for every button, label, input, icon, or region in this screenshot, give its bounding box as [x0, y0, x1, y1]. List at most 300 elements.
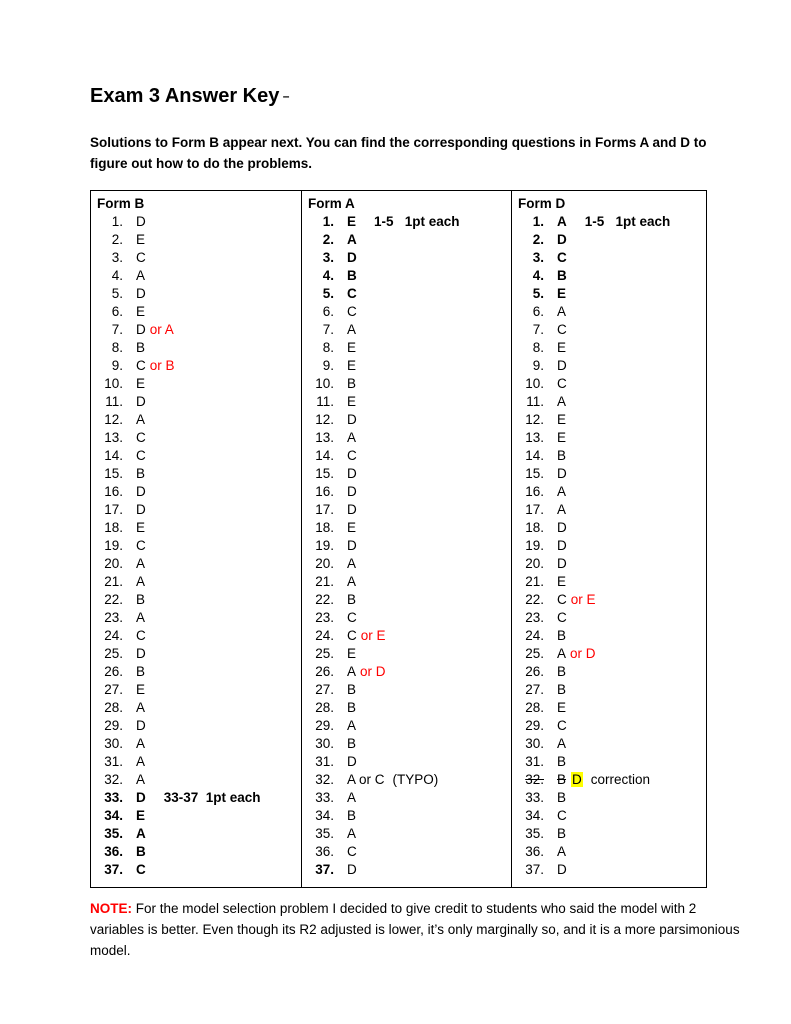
answer-letter: C [557, 808, 567, 823]
answer-row [97, 753, 295, 771]
answer-number: 34. [315, 808, 334, 823]
answer-row [97, 645, 295, 663]
answer-number: 23. [104, 610, 123, 625]
answer-row [308, 681, 505, 699]
answer-number: 17. [104, 502, 123, 517]
answer-letter: C [347, 304, 357, 319]
answer-row [308, 735, 505, 753]
answer-row [518, 843, 700, 861]
answer-number: 25. [525, 646, 544, 661]
answer-row [308, 789, 505, 807]
answer-number: 7. [322, 322, 334, 337]
answer-number: 34. [104, 808, 123, 823]
answer-letter: B [557, 790, 567, 805]
answer-letter: D [557, 862, 567, 877]
answer-letter: E [347, 520, 357, 535]
column-form-b [91, 191, 301, 887]
answer-letter: B [347, 736, 357, 751]
answer-number: 6. [322, 304, 334, 319]
answer-row [97, 321, 295, 339]
answer-row [518, 609, 700, 627]
answer-letter: E [347, 214, 357, 229]
answer-number: 26. [104, 664, 123, 679]
answer-row [308, 357, 505, 375]
answer-row [308, 393, 505, 411]
answer-number: 34. [525, 808, 544, 823]
answer-letter: A [347, 556, 357, 571]
answer-letter: C [136, 358, 146, 373]
answer-letter: E [557, 574, 567, 589]
answer-letter: A [136, 556, 146, 571]
answer-number: 35. [525, 826, 544, 841]
answer-number: 16. [104, 484, 123, 499]
answer-row [97, 249, 295, 267]
answer-number: 3. [532, 250, 544, 265]
answer-number: 27. [104, 682, 123, 697]
answer-row [518, 573, 700, 591]
answer-letter: D [136, 214, 146, 229]
answer-row [308, 465, 505, 483]
answer-letter: B [347, 700, 357, 715]
answer-letter: E [136, 682, 146, 697]
answer-row [518, 789, 700, 807]
answer-number: 8. [532, 340, 544, 355]
answer-number: 21. [104, 574, 123, 589]
answer-row [97, 447, 295, 465]
answer-number: 1. [322, 214, 334, 229]
answer-row [518, 321, 700, 339]
answer-number: 20. [525, 556, 544, 571]
answer-letter: B [136, 340, 146, 355]
answer-row [97, 861, 295, 879]
answer-row [518, 645, 700, 663]
answer-row [308, 861, 505, 879]
answer-number: 27. [525, 682, 544, 697]
answer-row [518, 519, 700, 537]
answer-letter: B [557, 664, 567, 679]
answer-number: 6. [111, 304, 123, 319]
answer-letter: C [347, 448, 357, 463]
answer-number: 7. [111, 322, 123, 337]
answer-letter: A [347, 826, 357, 841]
answer-number: 16. [525, 484, 544, 499]
answer-letter: E [347, 358, 357, 373]
answer-row [518, 393, 700, 411]
answer-row [308, 699, 505, 717]
answer-row [308, 627, 505, 645]
answer-row [518, 411, 700, 429]
answer-number: 5. [111, 286, 123, 301]
answer-row [308, 321, 505, 339]
answer-number: 26. [525, 664, 544, 679]
answer-number: 32. [525, 772, 544, 787]
intro-paragraph: Solutions to Form B appear next. You can find the corresponding questions in Forms A and D to figure out how to do the problems. [90, 135, 707, 171]
answer-number: 20. [315, 556, 334, 571]
answer-number: 30. [104, 736, 123, 751]
answer-letter: A [136, 574, 146, 589]
answer-number: 10. [104, 376, 123, 391]
answer-letter: D [136, 718, 146, 733]
answer-number: 11. [526, 394, 544, 409]
answer-number: 30. [525, 736, 544, 751]
answer-row [308, 591, 505, 609]
answer-row [308, 609, 505, 627]
answer-letter: D [347, 538, 357, 553]
answer-number: 20. [104, 556, 123, 571]
answer-letter: B [557, 682, 567, 697]
answer-row [518, 753, 700, 771]
answer-number: 25. [315, 646, 334, 661]
answer-number: 17. [525, 502, 544, 517]
answer-number: 2. [532, 232, 544, 247]
answer-number: 14. [104, 448, 123, 463]
answer-row [308, 843, 505, 861]
answer-letter: D [136, 502, 146, 517]
answer-number: 4. [532, 268, 544, 283]
answer-number: 1. [532, 214, 544, 229]
column-form-d [511, 191, 706, 887]
answer-number: 36. [525, 844, 544, 859]
answer-number: 1. [111, 214, 123, 229]
answer-row [97, 357, 295, 375]
answer-alternative: or E [360, 628, 386, 643]
answer-letter: B [557, 772, 567, 787]
answer-row [518, 465, 700, 483]
answer-letter: E [557, 700, 567, 715]
answer-number: 2. [111, 232, 123, 247]
answer-letter: A [557, 736, 567, 751]
answer-row [97, 411, 295, 429]
answer-number: 22. [104, 592, 123, 607]
answer-number: 24. [315, 628, 334, 643]
answer-number: 29. [104, 718, 123, 733]
answer-letter: A [347, 430, 357, 445]
answer-number: 31. [104, 754, 123, 769]
answer-letter: B [557, 628, 567, 643]
answer-row [308, 537, 505, 555]
answer-row [518, 717, 700, 735]
answer-number: 12. [315, 412, 334, 427]
answer-number: 33. [315, 790, 334, 805]
answer-row [518, 663, 700, 681]
answer-letter: D [557, 556, 567, 571]
answer-row [308, 519, 505, 537]
answer-number: 19. [315, 538, 334, 553]
note-text: For the model selection problem I decided to give credit to students who said the model with 2 variables is better. Even though its R2 adjusted is lower, it’s only marginally so, and it is a more parsimonious model. [90, 901, 740, 958]
answer-alternative: or A [149, 322, 174, 337]
answer-number: 27. [315, 682, 334, 697]
answer-number: 3. [111, 250, 123, 265]
answer-number: 10. [525, 376, 544, 391]
answer-row [518, 537, 700, 555]
answer-row [308, 807, 505, 825]
answer-number: 12. [525, 412, 544, 427]
answer-row [308, 501, 505, 519]
answer-letter: B [557, 754, 567, 769]
answer-number: 18. [315, 520, 334, 535]
answer-row [308, 825, 505, 843]
answer-number: 16. [315, 484, 334, 499]
answer-number: 33. [104, 790, 123, 805]
answer-letter: A [557, 484, 567, 499]
answer-row [97, 789, 295, 807]
answer-row [518, 861, 700, 879]
answer-row [308, 375, 505, 393]
answer-number: 23. [525, 610, 544, 625]
answer-row [518, 735, 700, 753]
answer-row [518, 681, 700, 699]
answer-letter: A [136, 700, 146, 715]
answer-number: 30. [315, 736, 334, 751]
answer-row [308, 339, 505, 357]
answer-row [518, 213, 700, 231]
answer-number: 4. [111, 268, 123, 283]
answer-number: 11. [105, 394, 123, 409]
answer-letter: D [347, 862, 357, 877]
answer-row [97, 771, 295, 789]
answer-letter: E [136, 376, 146, 391]
answer-row [308, 753, 505, 771]
answer-letter: C [557, 718, 567, 733]
answer-letter: D [136, 286, 146, 301]
answer-letter: C [136, 538, 146, 553]
answer-letter: C [557, 592, 567, 607]
answer-number: 9. [322, 358, 334, 373]
answer-row [308, 645, 505, 663]
answer-number: 36. [315, 844, 334, 859]
answer-letter: D [557, 232, 567, 247]
answer-row [308, 231, 505, 249]
answer-letter: A [347, 664, 357, 679]
answer-row [97, 807, 295, 825]
answer-letter: E [557, 286, 567, 301]
answer-number: 26. [315, 664, 334, 679]
answer-letter: A [557, 304, 567, 319]
answer-letter: C [347, 844, 357, 859]
answer-row [97, 591, 295, 609]
answer-number: 12. [104, 412, 123, 427]
answer-letter: E [136, 304, 146, 319]
answer-row [518, 303, 700, 321]
answer-letter: B [136, 664, 146, 679]
page-title-text: Exam 3 Answer Key [90, 85, 280, 107]
answer-number: 7. [532, 322, 544, 337]
answer-letter: D [347, 484, 357, 499]
answer-letter: B [347, 376, 357, 391]
answer-number: 18. [525, 520, 544, 535]
answer-letter: D [136, 646, 146, 661]
answer-number: 9. [532, 358, 544, 373]
answer-number: 31. [525, 754, 544, 769]
answer-row [97, 681, 295, 699]
answer-letter: B [136, 466, 146, 481]
answer-row [97, 825, 295, 843]
answer-letter: C [557, 322, 567, 337]
points-note: 33-37 1pt each [163, 790, 261, 805]
page-title [90, 84, 721, 108]
answer-letter: D [557, 538, 567, 553]
answer-number: 33. [525, 790, 544, 805]
answer-row [308, 555, 505, 573]
answer-row [518, 699, 700, 717]
answer-number: 14. [315, 448, 334, 463]
answer-row [308, 771, 505, 789]
answer-row [518, 447, 700, 465]
answer-row [518, 339, 700, 357]
answer-number: 19. [104, 538, 123, 553]
answer-letter: A [557, 394, 567, 409]
answer-row [97, 339, 295, 357]
answer-letter: A [136, 754, 146, 769]
answer-letter: B [557, 448, 567, 463]
answer-row [518, 357, 700, 375]
answer-letter: D [136, 322, 146, 337]
answer-letter: E [557, 430, 567, 445]
answer-row [518, 501, 700, 519]
answer-letter: E [347, 394, 357, 409]
answer-row [308, 429, 505, 447]
answer-number: 37. [315, 862, 334, 877]
answer-row [518, 267, 700, 285]
answer-number: 6. [532, 304, 544, 319]
correction-highlight: D [572, 772, 582, 787]
answer-row [518, 807, 700, 825]
answer-row [97, 231, 295, 249]
answer-row [518, 429, 700, 447]
answer-number: 19. [525, 538, 544, 553]
answer-letter: A or C [347, 772, 385, 787]
answer-row [518, 249, 700, 267]
answer-number: 28. [104, 700, 123, 715]
answer-row [97, 465, 295, 483]
answer-number: 22. [315, 592, 334, 607]
answer-row [518, 555, 700, 573]
answer-letter: C [347, 286, 357, 301]
answer-number: 29. [525, 718, 544, 733]
answer-row [97, 609, 295, 627]
column-header: Form B [97, 196, 145, 211]
answer-letter: A [557, 502, 567, 517]
answer-number: 17. [315, 502, 334, 517]
answer-letter: A [136, 610, 146, 625]
answer-row [518, 771, 700, 789]
answer-alternative: or B [149, 358, 175, 373]
answer-number: 22. [525, 592, 544, 607]
answer-number: 4. [322, 268, 334, 283]
answer-number: 21. [525, 574, 544, 589]
answer-number: 25. [104, 646, 123, 661]
answer-row [97, 573, 295, 591]
answer-number: 3. [322, 250, 334, 265]
answer-row [97, 843, 295, 861]
answer-letter: A [347, 322, 357, 337]
answer-suffix: correction [590, 772, 651, 787]
answer-number: 37. [525, 862, 544, 877]
answer-row [97, 483, 295, 501]
answer-row [97, 519, 295, 537]
answer-letter: A [347, 790, 357, 805]
answer-number: 35. [104, 826, 123, 841]
answer-number: 35. [315, 826, 334, 841]
answer-letter: B [557, 826, 567, 841]
answer-row [97, 663, 295, 681]
answer-number: 2. [322, 232, 334, 247]
answer-alternative: or D [360, 664, 386, 679]
answer-number: 32. [104, 772, 123, 787]
answer-letter: A [557, 844, 567, 859]
answer-row [518, 591, 700, 609]
answer-letter: C [136, 862, 146, 877]
answer-row [518, 483, 700, 501]
answer-letter: A [557, 646, 567, 661]
answer-row [97, 213, 295, 231]
answer-letter: C [557, 250, 567, 265]
answer-letter: A [136, 268, 146, 283]
answer-number: 21. [315, 574, 334, 589]
answer-number: 13. [315, 430, 334, 445]
answer-letter: A [136, 736, 146, 751]
answer-number: 18. [104, 520, 123, 535]
answer-row [97, 285, 295, 303]
answer-row [518, 285, 700, 303]
answer-key-table [90, 190, 707, 888]
answer-letter: C [557, 610, 567, 625]
answer-number: 10. [315, 376, 334, 391]
note-label: NOTE: [90, 901, 132, 916]
answer-letter: A [136, 772, 146, 787]
answer-letter: D [557, 520, 567, 535]
answer-number: 11. [316, 394, 334, 409]
answer-row [97, 429, 295, 447]
answer-row [518, 825, 700, 843]
answer-letter: E [347, 340, 357, 355]
answer-letter: C [136, 430, 146, 445]
answer-alternative: or E [570, 592, 596, 607]
answer-row [308, 267, 505, 285]
answer-letter: D [347, 412, 357, 427]
answer-row [308, 717, 505, 735]
answer-row [518, 375, 700, 393]
answer-letter: B [136, 592, 146, 607]
answer-letter: D [136, 790, 146, 805]
answer-row [97, 375, 295, 393]
answer-row [518, 627, 700, 645]
answer-number: 8. [111, 340, 123, 355]
answer-letter: A [347, 232, 357, 247]
answer-letter: C [136, 250, 146, 265]
answer-number: 32. [315, 772, 334, 787]
answer-letter: A [347, 574, 357, 589]
answer-alternative: or D [570, 646, 596, 661]
answer-row [97, 303, 295, 321]
answer-number: 15. [315, 466, 334, 481]
answer-letter: A [557, 214, 567, 229]
answer-letter: E [557, 412, 567, 427]
note-paragraph [90, 898, 740, 961]
answer-letter: A [136, 412, 146, 427]
answer-row [97, 501, 295, 519]
answer-letter: E [347, 646, 357, 661]
answer-letter: E [557, 340, 567, 355]
answer-number: 14. [525, 448, 544, 463]
points-note: 1-5 1pt each [374, 214, 460, 229]
page-title-dash: – [279, 89, 290, 103]
column-form-a [301, 191, 511, 887]
answer-letter: D [347, 466, 357, 481]
answer-row [97, 537, 295, 555]
answer-row [308, 663, 505, 681]
answer-number: 13. [525, 430, 544, 445]
